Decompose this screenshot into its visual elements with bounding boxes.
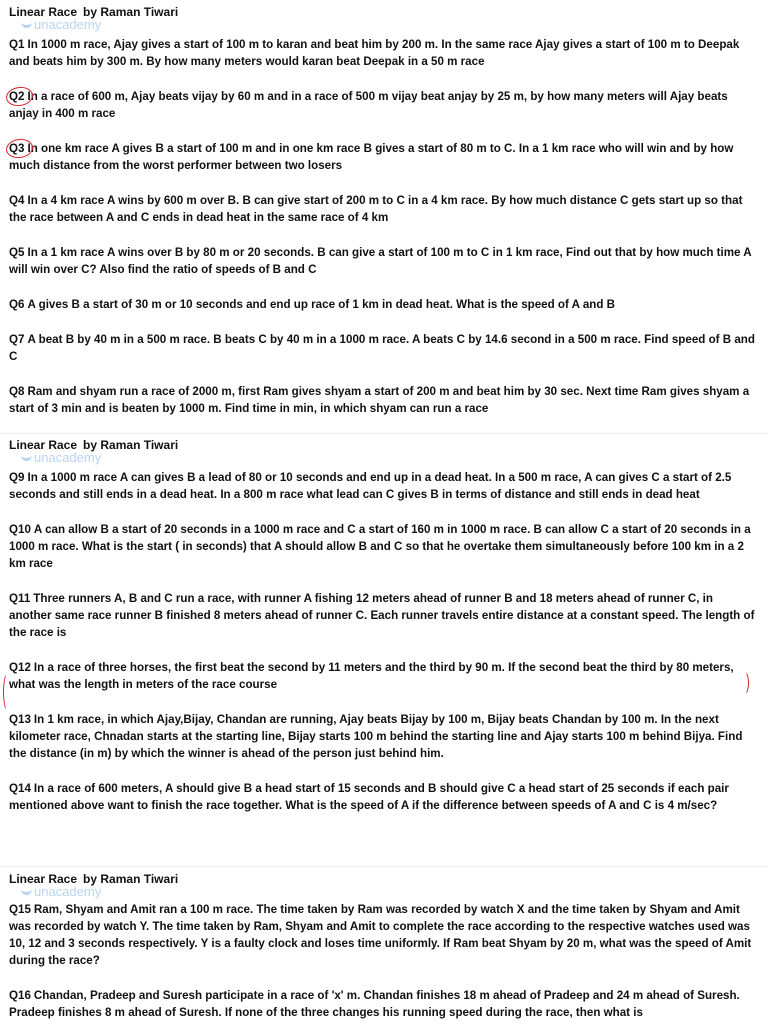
- unacademy-logo-icon: [21, 453, 32, 461]
- question-q4: [9, 192, 756, 226]
- header-author: by Raman Tiwari: [83, 5, 179, 19]
- watermark-logo: [21, 451, 756, 465]
- question-text: Ram, Shyam and Amit ran a 100 m race. The time taken by Ram was recorded by watch X and the time taken by Shyam and Amit was recorded by watch Y. The time taken by Ram, Shyam and Amit to complete the race according to the respective watches used was 10, 12 and 3 seconds respectively. Y is a faulty clock and loses time uniformly. If Ram beat Shyam by 20 m, what was the speed of Amit during the race?: [9, 903, 752, 967]
- question-q7: [9, 331, 756, 365]
- page-separator: [0, 866, 768, 867]
- unacademy-logo-icon: [21, 887, 32, 895]
- question-text: In a race of 600 meters, A should give B a head start of 15 seconds and B should give C a head start of 25 seconds if each pair mentioned above want to finish the race together. What is the speed of A if the difference between speeds of A and C is 4 m/sec?: [9, 782, 729, 812]
- question-q11: [9, 590, 756, 641]
- question-number: Q8: [9, 385, 25, 398]
- question-q10: [9, 521, 756, 572]
- watermark-logo: [21, 18, 756, 32]
- question-q12: [9, 659, 756, 693]
- question-text: Chandan, Pradeep and Suresh participate in a race of 'x' m. Chandan finishes 18 m ahead of Pradeep and 24 m ahead of Suresh. Pradeep finishes 8 m ahead of Suresh. If none of the three changes his running speed during the race, then what is: [9, 989, 740, 1019]
- question-number: Q9: [9, 471, 25, 484]
- question-text: Ram and shyam run a race of 2000 m, first Ram gives shyam a start of 200 m and beat him by 30 sec. Next time Ram gives shyam a start of 3 min and is beaten by 1000 m. Find time in min, in which shyam can run a race: [9, 385, 750, 415]
- question-q2: [9, 88, 756, 122]
- unacademy-logo-icon: [21, 20, 32, 28]
- page-section-2: [0, 437, 768, 814]
- question-number: Q13: [9, 713, 31, 726]
- question-q13: [9, 711, 756, 762]
- question-number: Q1: [9, 38, 25, 51]
- question-text: A beat B by 40 m in a 500 m race. B beats C by 40 m in a 1000 m race. A beats C by 14.6 second in a 500 m race. Find speed of B and C: [9, 333, 755, 363]
- question-q14: [9, 780, 756, 814]
- question-text: In a race of three horses, the first beat the second by 11 meters and the third by 90 m. If the second beat the third by 80 meters, what was the length in meters of the race course: [9, 661, 734, 691]
- question-q8: [9, 383, 756, 417]
- question-number: Q15: [9, 903, 31, 916]
- watermark-text: unacademy: [34, 17, 102, 32]
- question-text: A gives B a start of 30 m or 10 seconds and end up race of 1 km in dead heat. What is the speed of A and B: [27, 298, 616, 311]
- question-number: Q10: [9, 523, 31, 536]
- question-number: Q2: [9, 90, 25, 103]
- question-text: In a 1 km race A wins over B by 80 m or 20 seconds. B can give a start of 100 m to C in 1 km race, Find out that by how much time A will win over C? Also find the ratio of speeds of B and C: [9, 246, 752, 276]
- question-text: In 1 km race, in which Ajay,Bijay, Chandan are running, Ajay beats Bijay by 100 m, Bijay beats Chandan by 100 m. In the next kilometer race, Chnadan starts at the starting line, Bijay starts 100 m behind the starting line and Ajay starts 100 m behind Bijya. Find the distance (in m) by which the winner is ahead of the person just behind him.: [9, 713, 743, 760]
- header-title: Linear Race: [9, 872, 78, 886]
- watermark-logo: [21, 885, 756, 899]
- question-text: In one km race A gives B a start of 100 m and in one km race B gives a start of 80 m to C. In a 1 km race who will win and by how much distance from the worst performer between two losers: [9, 142, 734, 172]
- header-title: Linear Race: [9, 5, 78, 19]
- watermark-text: unacademy: [34, 884, 102, 899]
- header-author: by Raman Tiwari: [83, 438, 179, 452]
- question-number: Q14: [9, 782, 31, 795]
- question-q16: [9, 987, 756, 1021]
- question-number: Q3: [9, 142, 25, 155]
- question-q6: [9, 296, 756, 313]
- question-number: Q11: [9, 592, 31, 605]
- question-text: In a 1000 m race A can gives B a lead of 80 or 10 seconds and end up in a dead heat. In a 500 m race, A can gives C a start of 2.5 seconds and still ends in a dead heat. In a 800 m race what lead can C gives B in terms of distance and still ends in dead heat: [9, 471, 732, 501]
- question-number: Q5: [9, 246, 25, 259]
- question-q1: [9, 36, 756, 70]
- question-text: In a race of 600 m, Ajay beats vijay by 60 m and in a race of 500 m vijay beat anjay by 25 m, by how many meters will Ajay beats anjay in 400 m race: [9, 90, 728, 120]
- page-section-3: [0, 871, 768, 1021]
- question-q15: [9, 901, 756, 969]
- question-number: Q7: [9, 333, 25, 346]
- watermark-text: unacademy: [34, 450, 102, 465]
- question-text: A can allow B a start of 20 seconds in a 1000 m race and C a start of 160 m in 1000 m race. B can allow C a start of 20 seconds in a 1000 m race. What is the start ( in seconds) that A should allow B and C so that he overtake them simultaneously before 100 km in a 2 km race: [9, 523, 751, 570]
- question-q9: [9, 469, 756, 503]
- page-section-1: [0, 4, 768, 417]
- question-text: Three runners A, B and C run a race, with runner A fishing 12 meters ahead of runner B and 18 meters ahead of runner C, in another same race runner B finished 8 meters ahead of runner C. Each runner travels entire distance at a constant speed. The length of the race is: [9, 592, 755, 639]
- question-q5: [9, 244, 756, 278]
- question-number: Q4: [9, 194, 25, 207]
- question-number: Q12: [9, 661, 31, 674]
- question-q3: [9, 140, 756, 174]
- question-text: In a 4 km race A wins by 600 m over B. B can give start of 200 m to C in a 4 km race. By how much distance C gets start up so that the race between A and C ends in dead heat in the same race of 4 km: [9, 194, 743, 224]
- question-number: Q16: [9, 989, 31, 1002]
- question-number: Q6: [9, 298, 25, 311]
- header-title: Linear Race: [9, 438, 78, 452]
- question-text: In 1000 m race, Ajay gives a start of 100 m to karan and beat him by 200 m. In the same race Ajay gives a start of 100 m to Deepak and beats him by 300 m. By how many meters would karan beat Deepak in a 50 m race: [9, 38, 740, 68]
- page-separator: [0, 433, 768, 434]
- header-author: by Raman Tiwari: [83, 872, 179, 886]
